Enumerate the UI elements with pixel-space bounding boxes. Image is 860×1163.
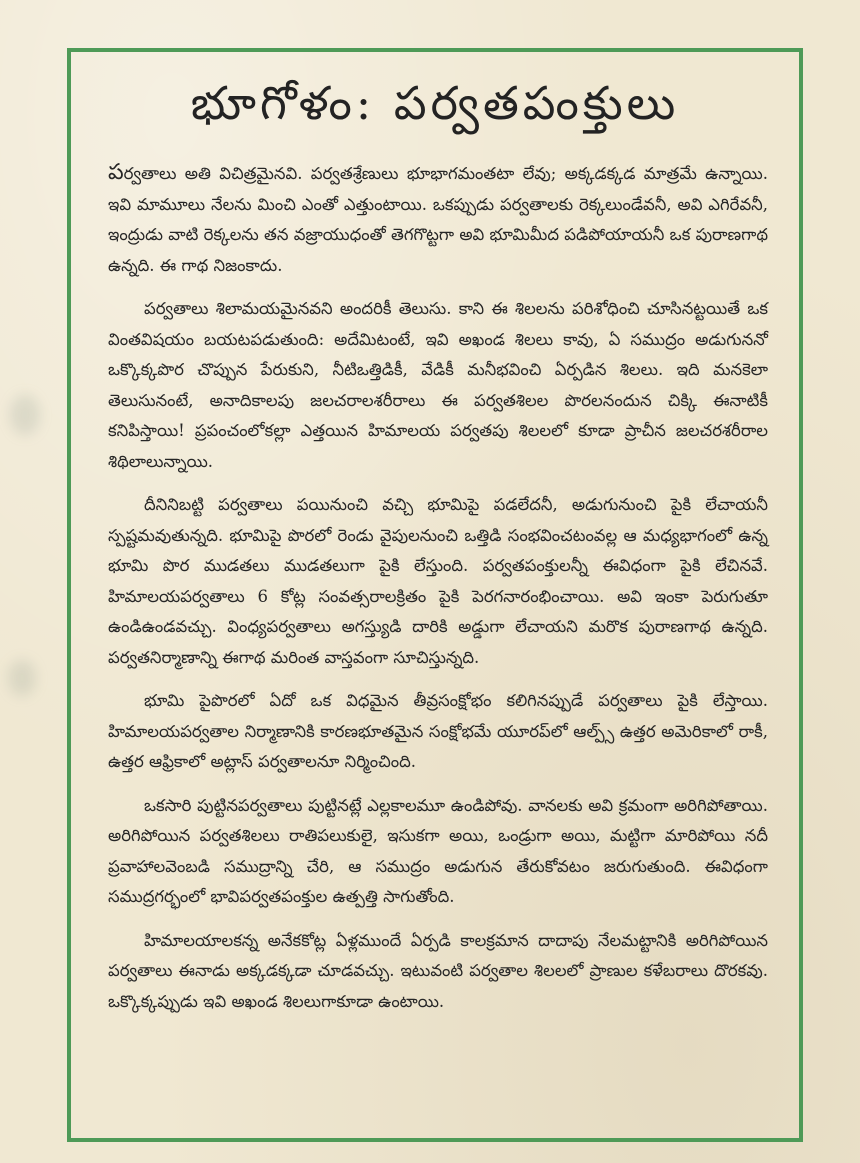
- paragraph-2: పర్వతాలు శిలామయమైనవని అందరికీ తెలుసు. కాని ఈ శిలలను పరిశోధించి చూసినట్టయితే ఒక వింతవిషయం బయటపడుతుంది: అదేమిటంటే, ఇవి అఖండ శిలలు కావు, ఏ సముద్రం అడుగుననో ఒక్కొక్కపొర చొప్పున పేరుకుని, నీటిఒత్తిడికీ, వేడికీ మనీభవించి ఏర్పడిన శిలలు. ఇది మనకెలా తెలుసునంటే, అనాదికాలపు జలచరాలశరీరాలు ఈ పర్వతశిలల పొరలనందున చిక్కి ఈనాటికీ కనిపిస్తాయి! ప్రపంచంలోకల్లా ఎత్తయిన హిమాలయ పర్వతపు శిలలలో కూడా ప్రాచీన జలచరశరీరాల శిథిలాలున్నాయి.: [108, 299, 768, 471]
- paragraph-6: హిమాలయాలకన్న అనేకకోట్ల ఏళ్లముందే ఏర్పడి కాలక్రమాన దాదాపు నేలమట్టానికి అరిగిపోయిన పర్వతాలు ఈనాడు అక్కడక్కడా చూడవచ్చు. ఇటువంటి పర్వతాల శిలలలో ప్రాణుల కళేబరాలు దొరకవు. ఒక్కొక్కప్పుడు ఇవి అఖండ శిలలుగాకూడా ఉంటాయి.: [108, 930, 768, 1011]
- paragraph-5: ఒకసారి పుట్టినపర్వతాలు పుట్టినట్లే ఎల్లకాలమూ ఉండిపోవు. వానలకు అవి క్రమంగా అరిగిపోతాయి. అరిగిపోయిన పర్వతశిలలు రాతిపలుకులై, ఇసుకగా అయి, ఒండ్రుగా అయి, మట్టిగా మారిపోయి నదీ ప్రవాహాలవెంబడి సముద్రాన్ని చేరి, ఆ సముద్రం అడుగున తేరుకోవటం జరుగుతుంది. ఈవిధంగా సముద్రగర్భంలో భావిపర్వతపంక్తుల ఉత్పత్తి సాగుతోంది.: [108, 795, 768, 906]
- page-title: భూగోళం: పర్వతపంక్తులు: [190, 76, 680, 130]
- paper-stain: [10, 395, 40, 435]
- paper-stain: [8, 660, 36, 696]
- paragraph-1: పర్వతాలు అతి విచిత్రమైనవి. పర్వతశ్రేణులు భూభాగమంతటా లేవు; అక్కడక్కడ మాత్రమే ఉన్నాయి. ఇవి మామూలు నేలను మించి ఎంతో ఎత్తుంటాయి. ఒకప్పుడు పర్వతాలకు రెక్కలుండేవనీ, అవి ఎగిరేవనీ, ఇంద్రుడు వాటి రెక్కలను తన వజ్రాయుధంతో తెగగొట్టగా అవి భూమిమీద పడిపోయాయనీ ఒక పురాణగాథ ఉన్నది. ఈ గాథ నిజంకాదు.: [108, 160, 768, 275]
- article-body: [108, 158, 768, 1030]
- paragraph-4: భూమి పైపొరలో ఏదో ఒక విధమైన తీవ్రసంక్షోభం కలిగినప్పుడే పర్వతాలు పైకి లేస్తాయి. హిమాలయపర్వతాల నిర్మాణానికి కారణభూతమైన సంక్షోభమే యూరప్‌లో ఆల్ప్స్ ఉత్తర అమెరికాలో రాకీ, ఉత్తర ఆఫ్రికాలో అట్లాస్ పర్వతాలనూ నిర్మించింది.: [108, 691, 768, 771]
- paragraph-3: దీనినిబట్టి పర్వతాలు పయినుంచి వచ్చి భూమిపై పడలేదనీ, అడుగునుంచి పైకి లేచాయనీ స్పష్టమవుతున్నది. భూమిపై పొరలో రెండు వైపులనుంచి ఒత్తిడి సంభవించటంవల్ల ఆ మధ్యభాగంలో ఉన్న భూమి పొర ముడతలు ముడతలుగా పైకి లేస్తుంది. పర్వతపంక్తులన్నీ ఈవిధంగా పైకి లేచినవే. హిమాలయపర్వతాలు 6 కోట్ల సంవత్సరాలక్రితం పైకి పెరగనారంభించాయి. అవి ఇంకా పెరుగుతూ ఉండిఉండవచ్చు. వింధ్యపర్వతాలు అగస్త్యుడి దారికి అడ్డుగా లేచాయని మరొక పురాణగాథ ఉన్నది. పర్వతనిర్మాణాన్ని ఈగాథ మరింత వాస్తవంగా సూచిస్తున్నది.: [108, 495, 768, 667]
